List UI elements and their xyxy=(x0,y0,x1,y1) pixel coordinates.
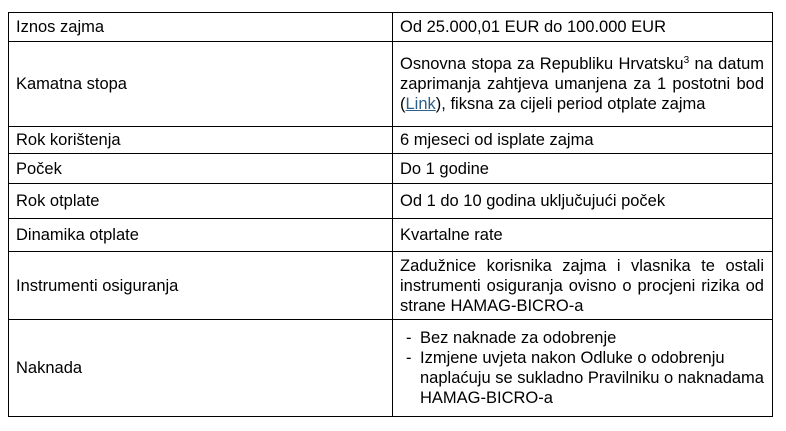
list-item: - Izmjene uvjeta nakon Odluke o odobrenju naplaćuju se sukladno Pravilniku o naknadama HAMAG-BICRO-a xyxy=(406,348,764,408)
table-row-usage-period xyxy=(9,127,773,154)
value-loan-amount: Od 25.000,01 EUR do 100.000 EUR xyxy=(393,13,773,42)
value-grace-period: Do 1 godine xyxy=(393,154,773,184)
value-collateral: Zadužnice korisnika zajma i vlasnika te ostali instrumenti osiguranja ovisno o procjeni rizika od strane HAMAG-BICRO-a xyxy=(393,252,773,320)
label-collateral: Instrumenti osiguranja xyxy=(9,252,393,320)
footnote-marker: 3 xyxy=(683,55,690,66)
table-row-loan-amount xyxy=(9,13,773,42)
label-fee: Naknada xyxy=(9,320,393,417)
value-usage-period: 6 mjeseci od isplate zajma xyxy=(393,127,773,154)
table-row-collateral xyxy=(9,252,773,320)
interest-rate-text-2: na datum zaprimanja zahtjeva umanjena za 1 postotni bod ( xyxy=(400,55,764,113)
table-row-interest-rate xyxy=(9,42,773,127)
label-repayment-dynamics: Dinamika otplate xyxy=(9,219,393,252)
interest-rate-text-1: Osnovna stopa za Republiku Hrvatsku xyxy=(400,55,684,73)
value-interest-rate xyxy=(393,42,773,127)
label-grace-period: Poček xyxy=(9,154,393,184)
interest-rate-text-3: ), fiksna za cijeli period otplate zajma xyxy=(435,95,706,113)
value-fee xyxy=(393,320,773,417)
value-repayment-dynamics: Kvartalne rate xyxy=(393,219,773,252)
label-repayment-period: Rok otplate xyxy=(9,184,393,219)
table-row-repayment-period xyxy=(9,184,773,219)
label-loan-amount: Iznos zajma xyxy=(9,13,393,42)
loan-terms-table xyxy=(8,12,773,417)
table-row-fee xyxy=(9,320,773,417)
list-item: - Bez naknade za odobrenje xyxy=(406,328,764,348)
table-row-grace-period xyxy=(9,154,773,184)
label-usage-period: Rok korištenja xyxy=(9,127,393,154)
interest-rate-link[interactable]: Link xyxy=(405,95,436,113)
value-repayment-period: Od 1 do 10 godina uključujući poček xyxy=(393,184,773,219)
table-row-repayment-dynamics xyxy=(9,219,773,252)
fee-list xyxy=(400,328,764,408)
label-interest-rate: Kamatna stopa xyxy=(9,42,393,127)
